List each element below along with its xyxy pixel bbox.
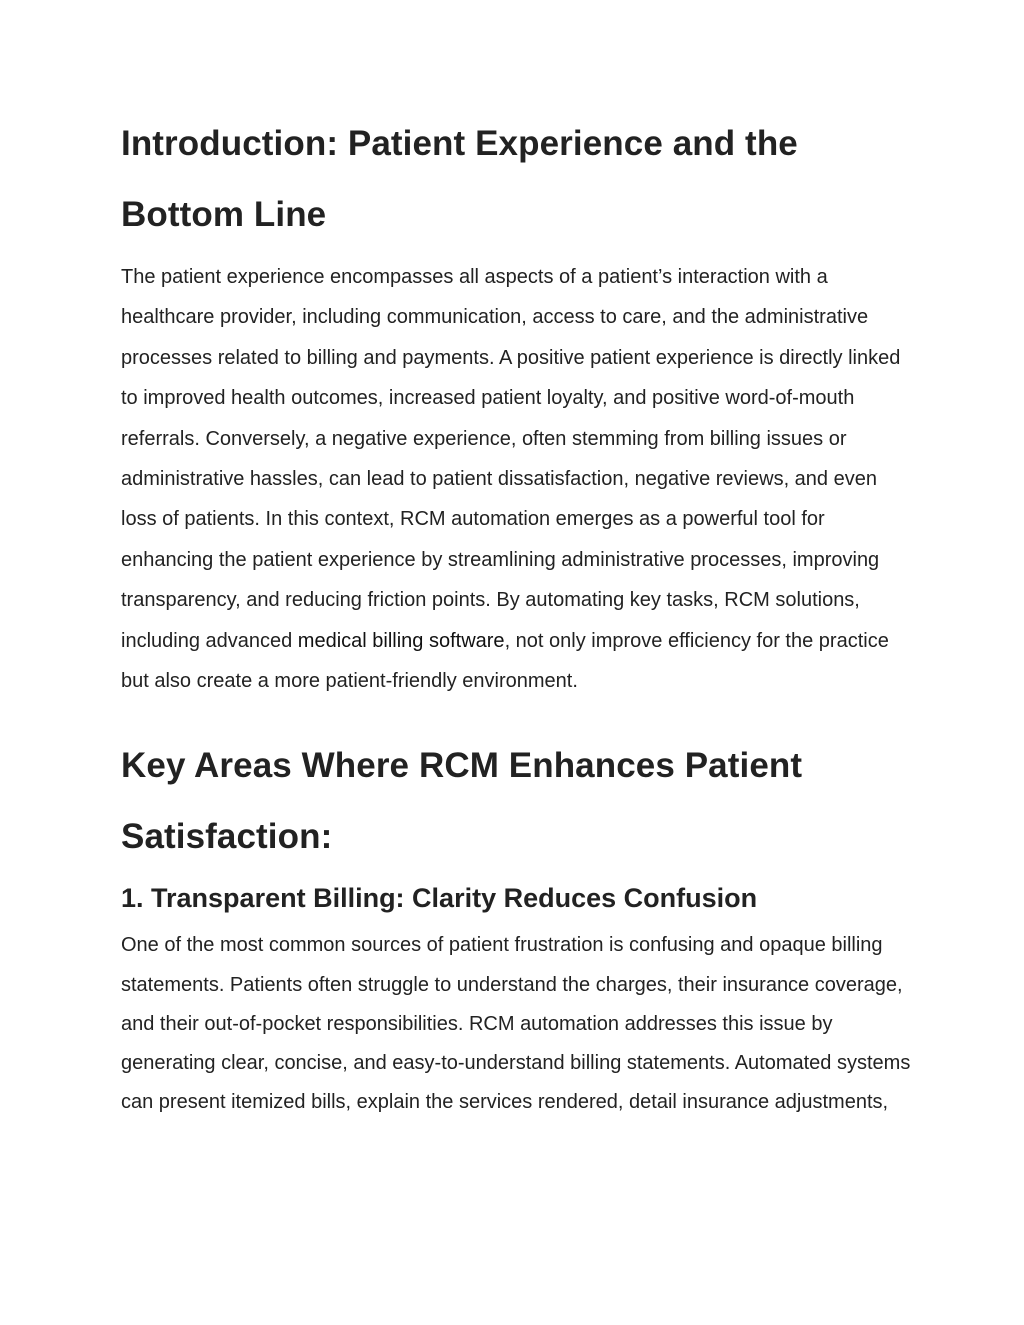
introduction-heading: Introduction: Patient Experience and the Bottom Line <box>121 124 798 234</box>
medical-billing-software-link[interactable]: medical billing software <box>297 629 505 652</box>
transparent-billing-paragraph: One of the most common sources of patient frustration is confusing and opaque billing statements. Patients often struggle to understand the charges, their insurance coverage, and their out-of-pocket responsibilities. RCM automation addresses this issue by generating clear, concise, and easy-to-understand billing statements. Automated systems can present itemized bills, explain the services rendered, detail insurance adjustments, <box>121 934 911 1114</box>
transparent-billing-heading: 1. Transparent Billing: Clarity Reduces Confusion <box>121 883 758 914</box>
introduction-text-before-link: The patient experience encompasses all aspects of a patient’s interaction with a healthcare provider, including communication, access to care, and the administrative processes related to billing and payments. A positive patient experience is directly linked to improved health outcomes, increased patient loyalty, and positive word-of-mouth referrals. Conversely, a negative experience, often stemming from billing issues or administrative hassles, can lead to patient dissatisfaction, negative reviews, and even loss of patients. In this context, RCM automation emerges as a powerful tool for enhancing the patient experience by streamlining administrative processes, improving transparency, and reducing friction points. By automating key tasks, RCM solutions, including advanced <box>121 266 901 652</box>
introduction-text-after-link: , not only improve efficiency for the practice but also create a more patient-friendly environment. <box>121 629 889 693</box>
key-areas-heading: Key Areas Where RCM Enhances Patient Satisfaction: <box>121 746 803 857</box>
introduction-paragraph <box>121 257 911 701</box>
document-page <box>121 108 911 1122</box>
